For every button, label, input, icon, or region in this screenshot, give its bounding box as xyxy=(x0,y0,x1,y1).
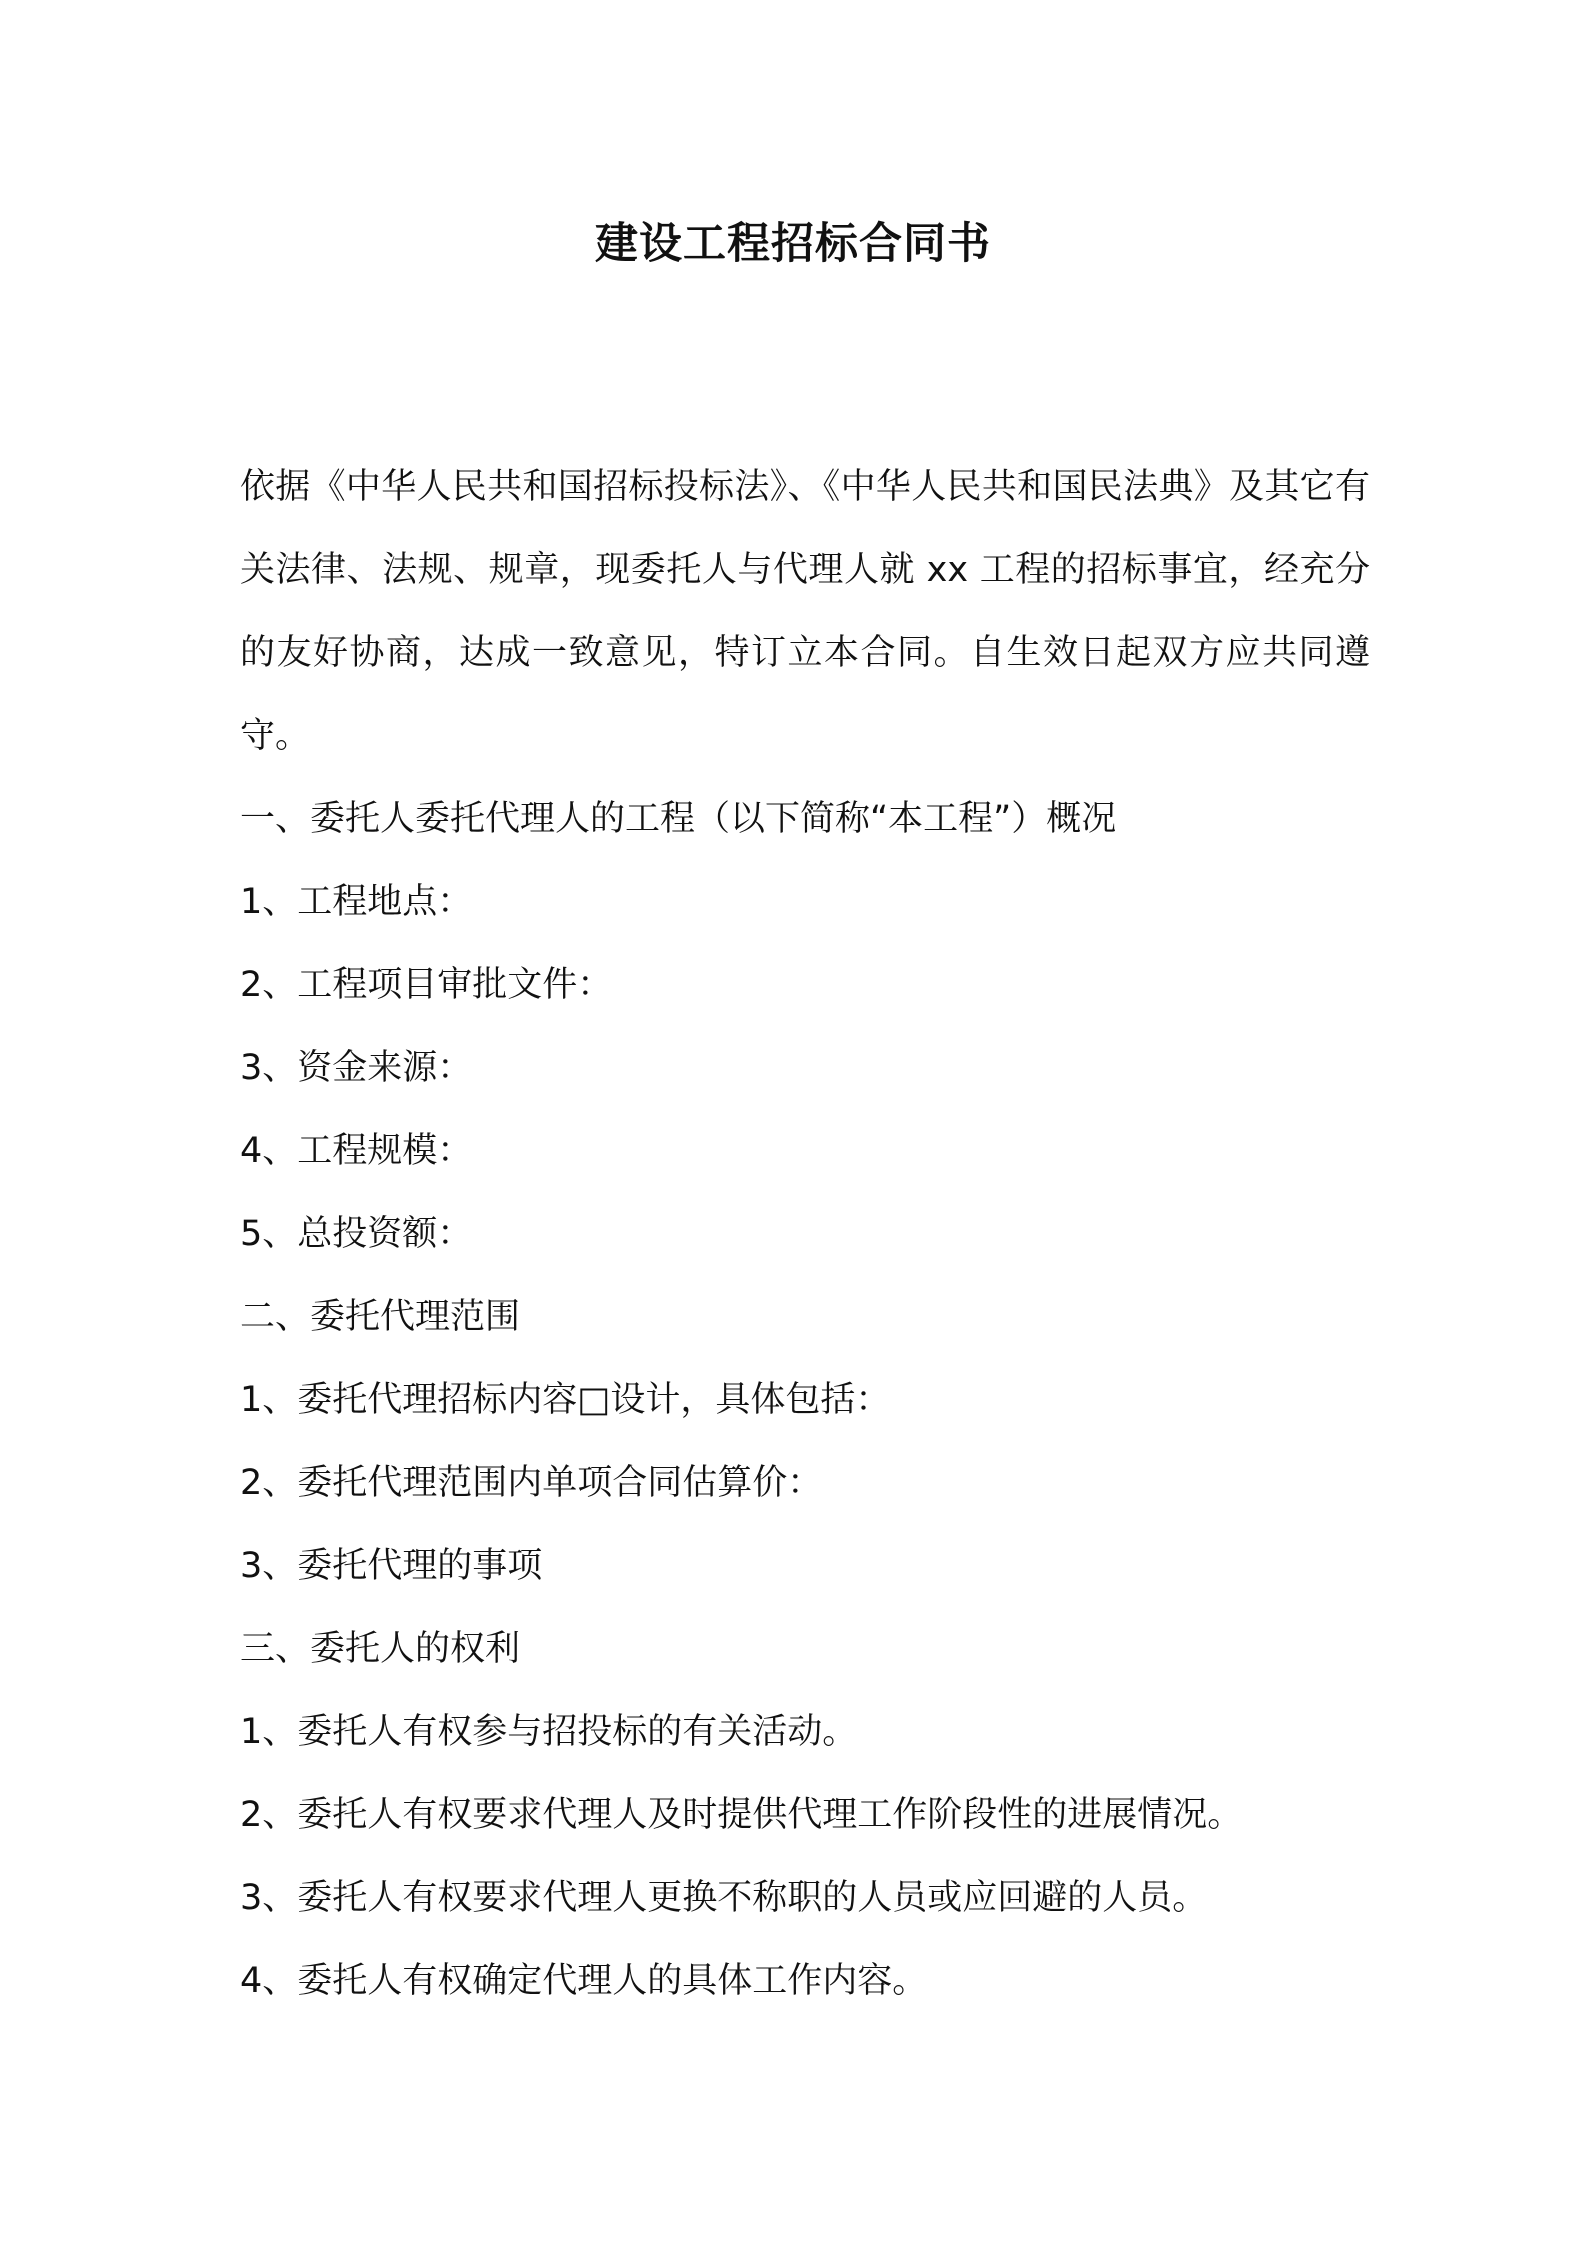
list-item: 4、工程规模： xyxy=(240,1131,473,1171)
list-item: 2、工程项目审批文件： xyxy=(240,965,613,1005)
document-title: 建设工程招标合同书 xyxy=(595,219,991,269)
list-item: 5、总投资额： xyxy=(240,1214,473,1254)
section-heading-rights: 三、委托人的权利 xyxy=(240,1629,521,1669)
list-item: 2、委托代理范围内单项合同估算价： xyxy=(240,1463,823,1503)
list-item: 1、工程地点： xyxy=(240,882,473,922)
section-heading-scope: 二、委托代理范围 xyxy=(240,1297,521,1337)
list-item: 2、委托人有权要求代理人及时提供代理工作阶段性的进展情况。 xyxy=(240,1795,1243,1835)
list-item: 4、委托人有权确定代理人的具体工作内容。 xyxy=(240,1961,928,2001)
list-item: 3、委托代理的事项 xyxy=(240,1546,543,1586)
document-body xyxy=(240,446,1370,2023)
list-item: 1、委托人有权参与招投标的有关活动。 xyxy=(240,1712,858,1752)
list-item: 1、委托代理招标内容□设计，具体包括： xyxy=(240,1380,891,1420)
list-item: 3、委托人有权要求代理人更换不称职的人员或应回避的人员。 xyxy=(240,1878,1208,1918)
list-item: 3、资金来源： xyxy=(240,1048,473,1088)
intro-paragraph: 依据《中华人民共和国招标投标法》、《中华人民共和国民法典》及其它有关法律、法规、规章，现委托人与代理人就 xx 工程的招标事宜，经充分的友好协商，达成一致意见，特订立本合同。自生效日起双方应共同遵守。 xyxy=(240,467,1370,756)
section-heading-overview: 一、委托人委托代理人的工程（以下简称“本工程”）概况 xyxy=(240,799,1117,839)
